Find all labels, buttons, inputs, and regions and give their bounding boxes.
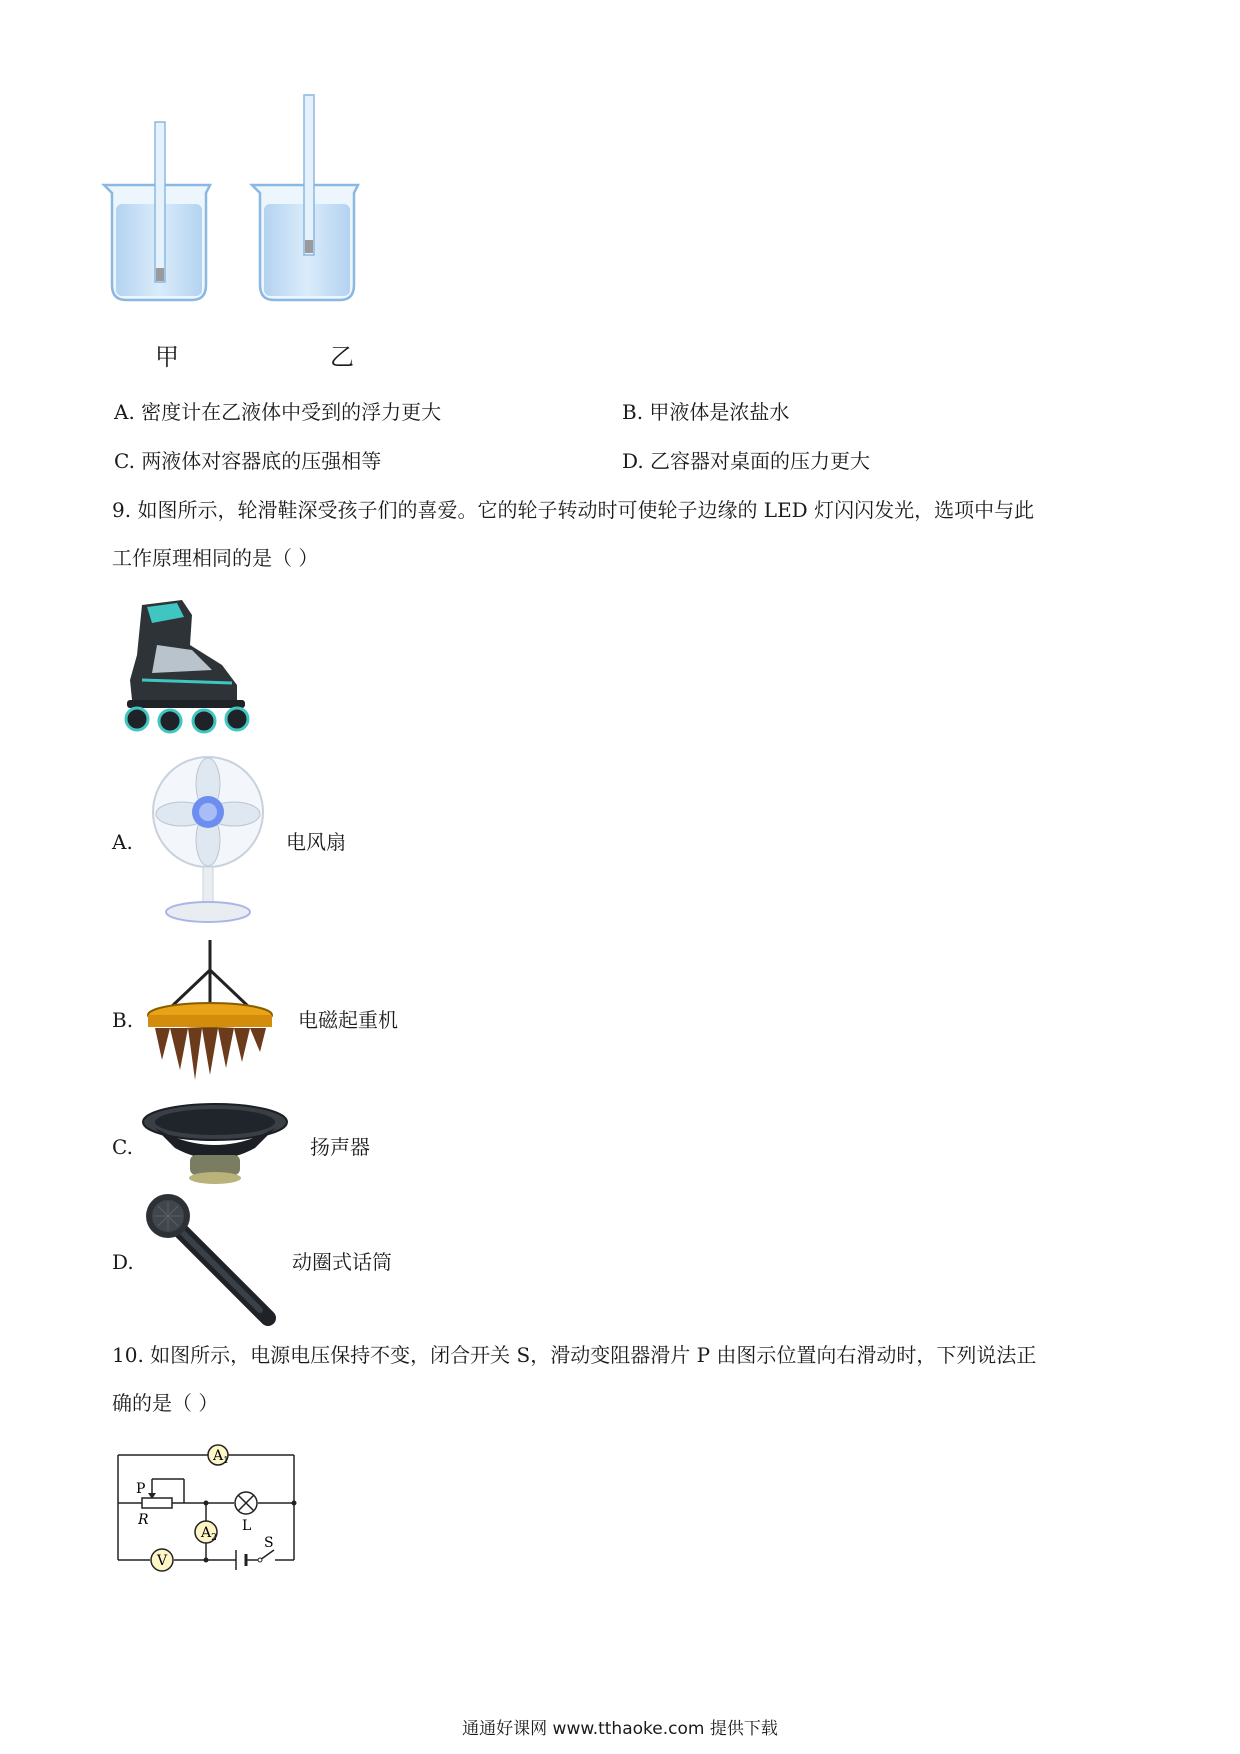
beaker-left	[104, 122, 210, 300]
beaker-right-label: 乙	[330, 343, 354, 371]
q9-option-b-label: 电磁起重机	[298, 1008, 398, 1032]
q8-option-b[interactable]	[622, 400, 789, 424]
q9-option-a-label: 电风扇	[286, 830, 346, 854]
option-letter: B.	[622, 400, 644, 424]
voltmeter-label: V	[157, 1553, 168, 1569]
option-text: 甲液体是浓盐水	[649, 400, 790, 424]
q8-option-a[interactable]	[114, 400, 441, 424]
dynamic-microphone-image[interactable]	[140, 1190, 280, 1330]
slider-label: P	[136, 1481, 146, 1497]
switch-label: S	[264, 1535, 274, 1551]
option-text: 乙容器对桌面的压力更大	[650, 449, 871, 473]
circuit-diagram	[110, 1435, 310, 1575]
q8-option-c[interactable]	[114, 449, 381, 473]
beaker-left-label: 甲	[155, 343, 179, 371]
lamp-label: L	[242, 1518, 252, 1534]
q10-question-line2: 确的是（ ）	[112, 1391, 219, 1415]
electric-fan-image[interactable]	[150, 752, 270, 927]
q9-question-line2: 工作原理相同的是（ ）	[112, 546, 319, 570]
circuit-svg	[110, 1435, 310, 1575]
q9-option-b-letter: B.	[112, 1008, 134, 1032]
page-footer: 通通好课网 www.tthaoke.com 提供下载	[462, 1719, 778, 1739]
electric-fan-icon	[150, 752, 270, 927]
q9-option-d-label: 动圈式话筒	[292, 1250, 392, 1274]
option-letter: C.	[114, 449, 135, 473]
ammeter-a1-label: $A_1$	[213, 1448, 229, 1466]
option-letter: A.	[114, 400, 135, 424]
q10-question-line1: 10. 如图所示，电源电压保持不变，闭合开关 S，滑动变阻器滑片 P 由图示位置向右滑动时，下列说法正	[112, 1343, 1037, 1367]
q9-option-c-label: 扬声器	[310, 1135, 370, 1159]
option-text: 两液体对容器底的压强相等	[141, 449, 382, 473]
electromagnetic-crane-icon	[140, 940, 280, 1090]
dynamic-microphone-icon	[140, 1190, 280, 1330]
q9-option-a-letter: A.	[112, 830, 133, 854]
electromagnetic-crane-image[interactable]	[140, 940, 280, 1090]
q9-question-line1: 9. 如图所示，轮滑鞋深受孩子们的喜爱。它的轮子转动时可使轮子边缘的 LED 灯闪闪发光，选项中与此	[112, 498, 1035, 522]
option-text: 密度计在乙液体中受到的浮力更大	[141, 400, 442, 424]
loudspeaker-icon	[140, 1100, 290, 1190]
beaker-right	[252, 95, 358, 300]
inline-skate-icon	[112, 595, 272, 735]
loudspeaker-image[interactable]	[140, 1100, 290, 1190]
resistor-label: R	[138, 1512, 149, 1528]
q8-option-d[interactable]	[622, 449, 870, 473]
option-letter: D.	[622, 449, 644, 473]
inline-skate-image	[112, 595, 272, 735]
beakers-figure	[100, 90, 370, 340]
q9-option-d-letter: D.	[112, 1250, 134, 1274]
beakers-svg	[100, 90, 370, 340]
q9-option-c-letter: C.	[112, 1135, 133, 1159]
ammeter-a2-label: $A_2$	[201, 1525, 217, 1543]
